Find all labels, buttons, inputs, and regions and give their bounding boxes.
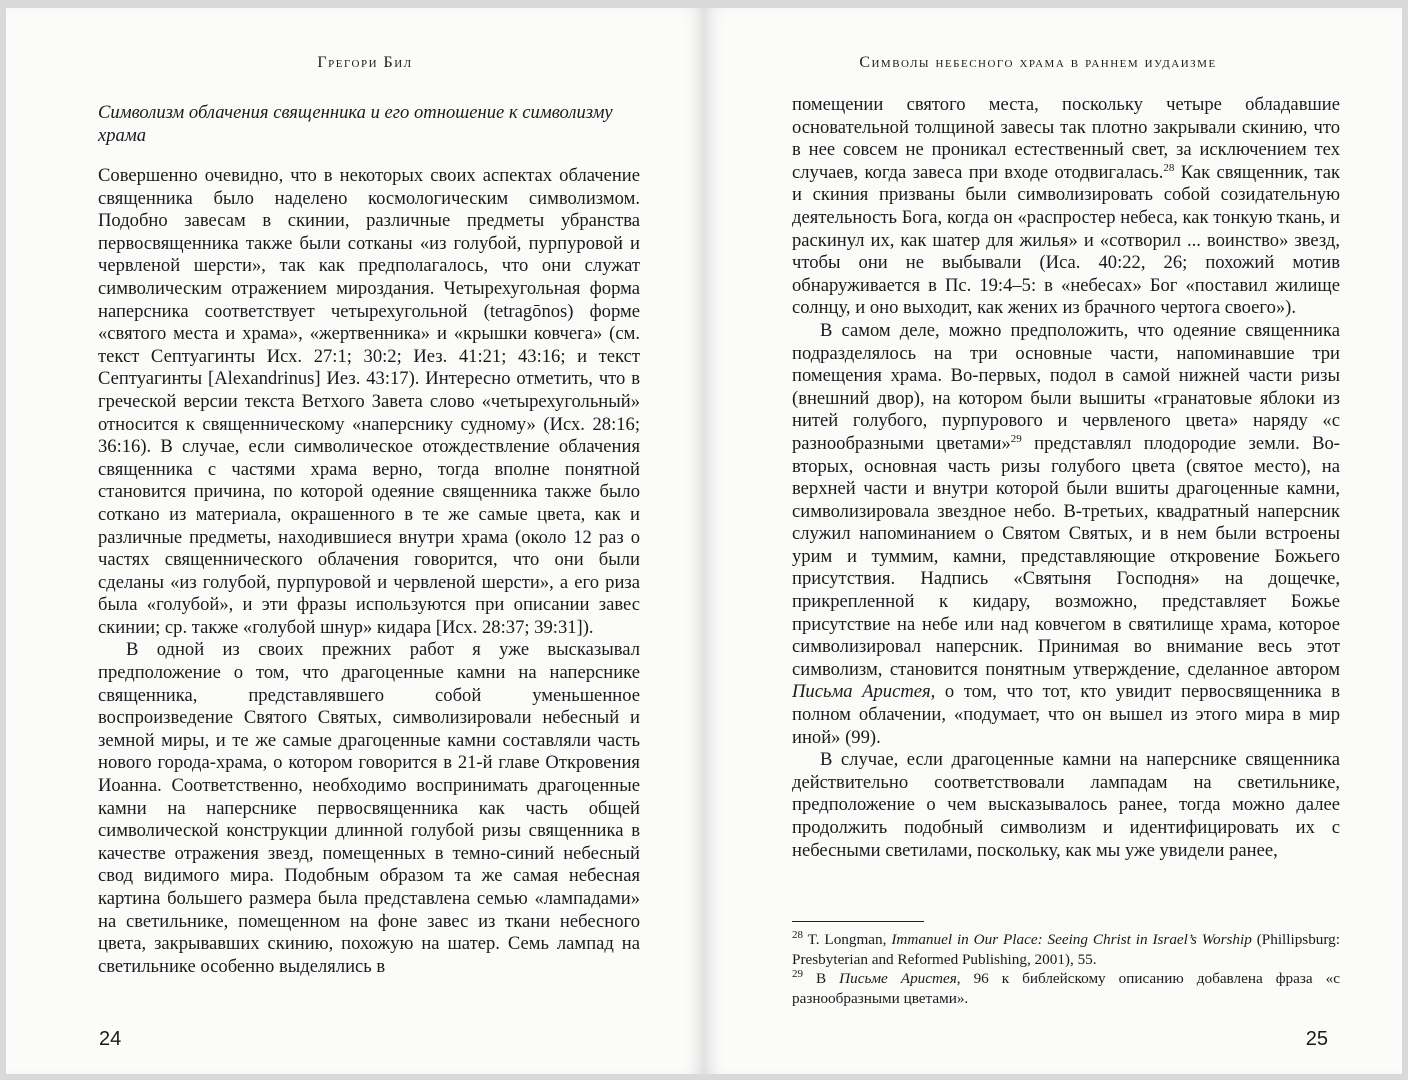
paragraph-1: Совершенно очевидно, что в некоторых своих аспектах облачение священника было наделено космологическим символизмом. Подобно завесам в скинии, различные предметы убранства первосвященника также были сотканы «из голубой, пурпуровой и червленой шерсти», так как предполагалось, что они служат символическим отражением мироздания. Четырехугольная форма наперсника соответствует четырехугольной (tetragōnos) форме «святого места и храма», «жертвенника» и «крышки ковчега» (см. текст Септуагинты Исх. 27:1; 30:2; Иез. 41:21; 43:16; и текст Септуагинты [Alexandrinus] Иез. 43:17). Интересно отметить, что в греческой версии текста Ветхого Завета слово «четырехугольный» относится к священническому «наперснику судному» (Исх. 28:16; 36:16). В случае, если символическое отождествление облачения священника с частями храма верно, тогда вполне понятной становится причина, по которой одеяние священника также было соткано из материала, окрашенного в те же самые цвета, как и различные предметы, находившиеся внутри храма (около 12 раз о частях священнического облачения говорится, что они были сделаны «из голубой, пурпуровой и червленой шерсти», а его риза была «голубой», и эти фразы используются при описании завес скинии; ср. также «голубой шнур» кидара [Исх. 28:37; 39:31]). bbox=[98, 165, 640, 638]
page-number: 24 bbox=[99, 1028, 122, 1050]
text-run: В самом деле, можно предположить, что одеяние священника подразделялось на три основные части, напоминавшие три помещения храма. Во-первых, подол в самой нижней части ризы (внешний двор), на котором были вышиты «гранатовые яблоки из нитей голубого, пурпурового и червленого цвета» наряду «с разнообразными цветами» bbox=[792, 319, 1340, 454]
text-run: помещении святого места, поскольку четыре обладавшие основательной толщиной завесы так плотно закрывали скинию, что в нее совсем не проникал естественный свет, за исключением тех случаев, когда завеса при входе отодвигалась. bbox=[792, 94, 1340, 183]
running-header-author: Грегори Бил bbox=[317, 54, 413, 71]
book-spread bbox=[6, 8, 1402, 1074]
text-run: представлял плодородие земли. Во-вторых, основная часть ризы голубого цвета (святое место), на верхней части и внутри которой были вшиты драгоценные камни, символизировала звездное небо. В-третьих, квадратный наперсник служил напоминанием о Святом Святых, и в нем были встроены урим и туммим, камни, представляющие откровение Божьего присутствия. Надпись «Святыня Господня» на дощечке, прикрепленной к кидару, возможно, представляет Божье присутствие на небе или над ковчегом в святилище храма, которое символизировал наперсник. Принимая во внимание весь этот символизм, становится понятным утверждение, сделанное автором bbox=[792, 432, 1340, 680]
paragraph-garment bbox=[792, 320, 1340, 749]
footnote-divider bbox=[792, 921, 924, 922]
italic-title: Письме Аристея bbox=[839, 970, 957, 987]
text-run: (Phillipsburg: Presbyterian and Reformed Publishing, 2001), 55. bbox=[792, 931, 1340, 968]
italic-title: Письма Аристея bbox=[792, 681, 931, 703]
text-run: , о том, что тот, кто увидит первосвященника в полном облачении, «подумает, что он вышел из этого мира в мир иной» (99). bbox=[792, 681, 1340, 748]
text-run: Как священник, так и скиния призваны были символизировать собой созидательную деятельность Бога, когда он «распростер небеса, как тонкую ткань, и раскинул их, как шатер для жилья» и «сотворил ... воинство» звезд, чтобы они не выбывали (Иса. 40:22, 26; похожий мотив обнаруживается в Пс. 19:4–5: в «небесах» Бог «поставил жилище солнцу, и оно выходит, как жених из брачного чертога своего»). bbox=[792, 161, 1340, 319]
paragraph-continued bbox=[792, 94, 1340, 320]
section-title: Символизм облачения священника и его отношение к символизму храма bbox=[98, 102, 613, 146]
footnote-ref-29[interactable]: 29 bbox=[1010, 432, 1022, 445]
footnotes bbox=[792, 930, 1340, 1008]
paragraph-stones: В случае, если драгоценные камни на наперснике священника действительно соответствовали лампадам на светильнике, предположение о чем высказывалось ранее, тогда можно далее продолжить подобный символизм и идентифицировать их с небесными светилами, поскольку, как мы уже увидели ранее, bbox=[792, 749, 1340, 861]
page-number: 25 bbox=[1305, 1028, 1328, 1050]
right-page bbox=[704, 8, 1402, 1074]
footnote-29 bbox=[792, 969, 1340, 1008]
footnote-28 bbox=[792, 930, 1340, 969]
footnote-number: 28 bbox=[792, 928, 803, 941]
running-header-title: Символы небесного храма в раннем иудаизме bbox=[859, 54, 1217, 71]
left-text-block bbox=[98, 101, 640, 978]
footnote-ref-28[interactable]: 28 bbox=[1163, 161, 1175, 174]
paragraph-2: В одной из своих прежних работ я уже высказывал предположение о том, что драгоценные камни на наперснике священника, представлявшего собой уменьшенное воспроизведение Святого Святых, символизировали небесный и земной миры, и те же самые драгоценные камни составляли часть нового города-храма, о котором говорится в 21-й главе Откровения Иоанна. Соответственно, необходимо воспринимать драгоценные камни на наперснике первосвященника как часть общей символической конструкции длинной голубой ризы священника в качестве отражения звезд, помещенных в темно-синий небесный свод видимого мира. Подобным образом та же самая небесная картина большего размера была представлена семью «лампадами» на светильнике, помещенном на фоне завес из ткани небесного цвета, закрывавших скинию, похожую на шатер. Семь лампад на светильнике особенно выделялись в bbox=[98, 639, 640, 977]
left-page bbox=[6, 8, 704, 1074]
footnote-number: 29 bbox=[792, 967, 803, 980]
text-run: T. Longman, bbox=[803, 931, 892, 948]
right-text-block bbox=[792, 94, 1340, 862]
text-run: В bbox=[803, 970, 840, 987]
text-run: , 96 к библейскому описанию добавлена фраза «с разнообразными цветами». bbox=[792, 970, 1340, 1007]
italic-title: Immanuel in Our Place: Seeing Christ in Israel’s Worship bbox=[891, 931, 1252, 948]
